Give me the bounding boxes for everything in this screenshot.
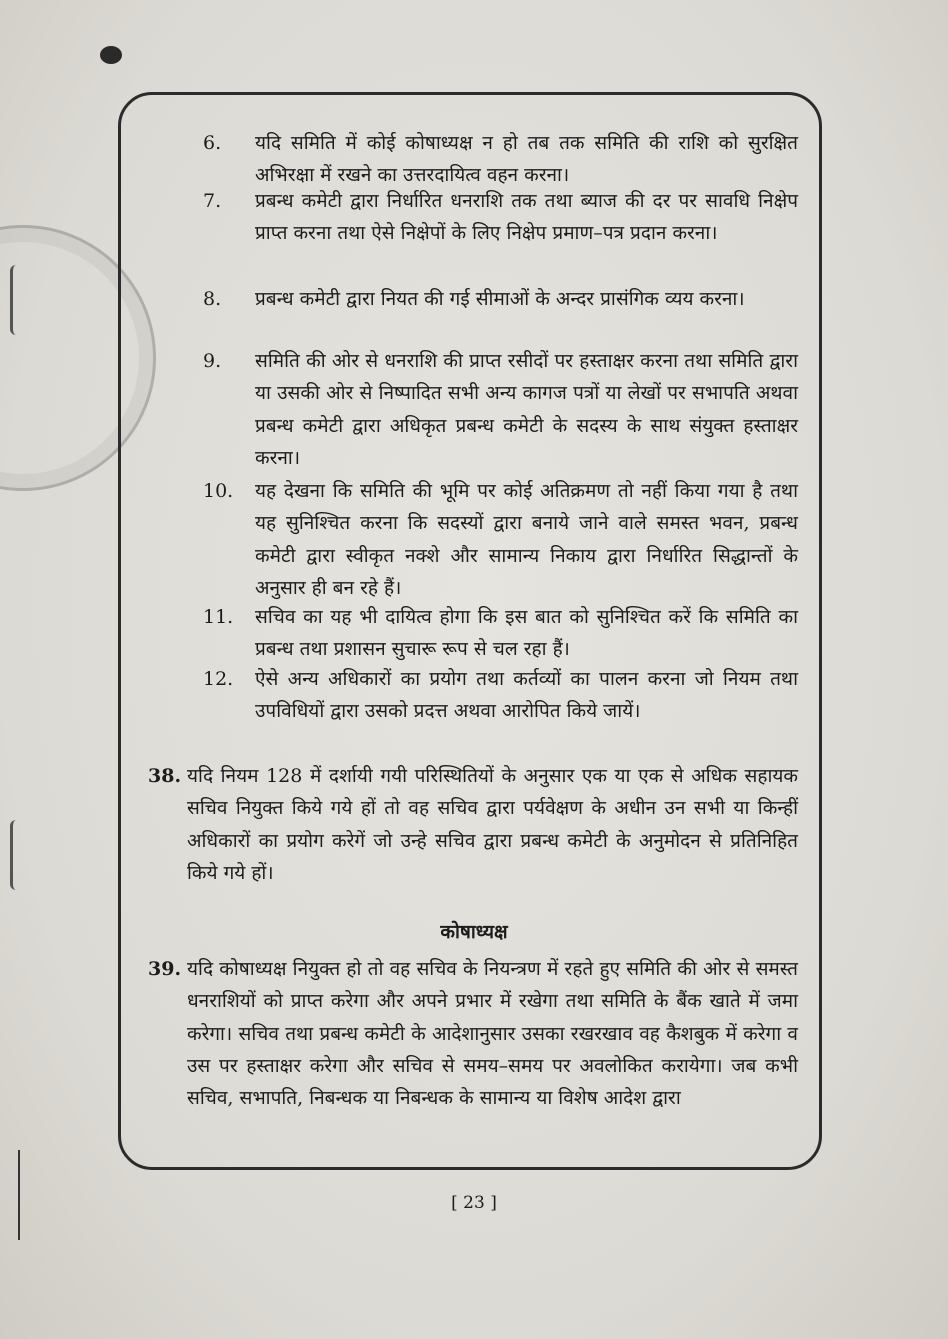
clause-text: सचिव का यह भी दायित्व होगा कि इस बात को सुनिश्चित करें कि समिति का प्रबन्ध तथा प्रशासन सुचारू रूप से चल रहा हैं। [255,606,798,661]
clause-text: यह देखना कि समिति की भूमि पर कोई अतिक्रमण तो नहीं किया गया है तथा यह सुनिश्चित करना कि सदस्यों द्वारा बनाये जाने वाले समस्त भवन, प्रबन्ध कमेटी द्वारा स्वीकृत नक्शे और सामान्य निकाय द्वारा निर्धारित सिद्धान्तों के अनुसार ही बन रहे हैं। [255,480,798,599]
section-text: यदि नियम 128 में दर्शायी गयी परिस्थितियों के अनुसार एक या एक से अधिक सहायक सचिव नियुक्त किये गये हों तो वह सचिव द्वारा पर्यवेक्षण के अधीन उन सभी या किन्हीं अधिकारों का प्रयोग करेगें जो उन्हे सचिव द्वारा प्रबन्ध कमेटी के अनुमोदन से प्रतिनिहित किये गये हों। [187,765,798,884]
binding-hole [100,46,122,64]
clause-number: 7. [203,190,222,212]
clause-text: प्रबन्ध कमेटी द्वारा निर्धारित धनराशि तक तथा ब्याज की दर पर सावधि निक्षेप प्राप्त करना तथा ऐसे निक्षेपों के लिए निक्षेप प्रमाण–पत्र प्रदान करना। [255,190,798,245]
clause-number: 10. [203,480,234,502]
clause-text: यदि समिति में कोई कोषाध्यक्ष न हो तब तक समिति की राशि को सुरक्षित अभिरक्षा में रखने का उत्तरदायित्व वहन करना। [255,132,798,187]
clause-text: ऐसे अन्य अधिकारों का प्रयोग तथा कर्तव्यों का पालन करना जो नियम तथा उपविधियों द्वारा उसको प्रदत्त अथवा आरोपित किये जायें। [255,668,798,723]
clause-number: 11. [203,606,234,628]
section-text: यदि कोषाध्यक्ष नियुक्त हो तो वह सचिव के नियन्त्रण में रहते हुए समिति की ओर से समस्त धनराशियों को प्राप्त करेगा और अपने प्रभार में रखेगा तथा समिति के बैंक खाते में जमा करेगा। सचिव तथा प्रबन्ध कमेटी के आदेशानुसार उसका रखरखाव वह कैशबुक में करेगा व उस पर हस्ताक्षर करेगा और सचिव से समय–समय पर अवलोकित करायेगा। जब कभी सचिव, सभापति, निबन्धक या निबन्धक के सामान्य या विशेष आदेश द्वारा [187,958,798,1110]
staple-bottom [10,820,27,890]
clause-number: 6. [203,132,222,154]
clause-number: 9. [203,350,222,372]
section-number: 39. [148,958,182,980]
clause-text: समिति की ओर से धनराशि की प्राप्त रसीदों पर हस्ताक्षर करना तथा समिति द्वारा या उसकी ओर से निष्पादित सभी अन्य कागज पत्रों या लेखों पर सभापति अथवा प्रबन्ध कमेटी द्वारा अधिकृत प्रबन्ध कमेटी के सदस्य के साथ संयुक्त हस्ताक्षर करना। [255,350,798,469]
page-number: [ 23 ] [451,1193,497,1213]
clause-text: प्रबन्ध कमेटी द्वारा नियत की गई सीमाओं के अन्दर प्रासंगिक व्यय करना। [255,288,745,310]
clause-number: 8. [203,288,222,310]
clause-number: 12. [203,668,234,690]
section-number: 38. [148,765,182,787]
section-heading: कोषाध्यक्ष [440,921,508,943]
